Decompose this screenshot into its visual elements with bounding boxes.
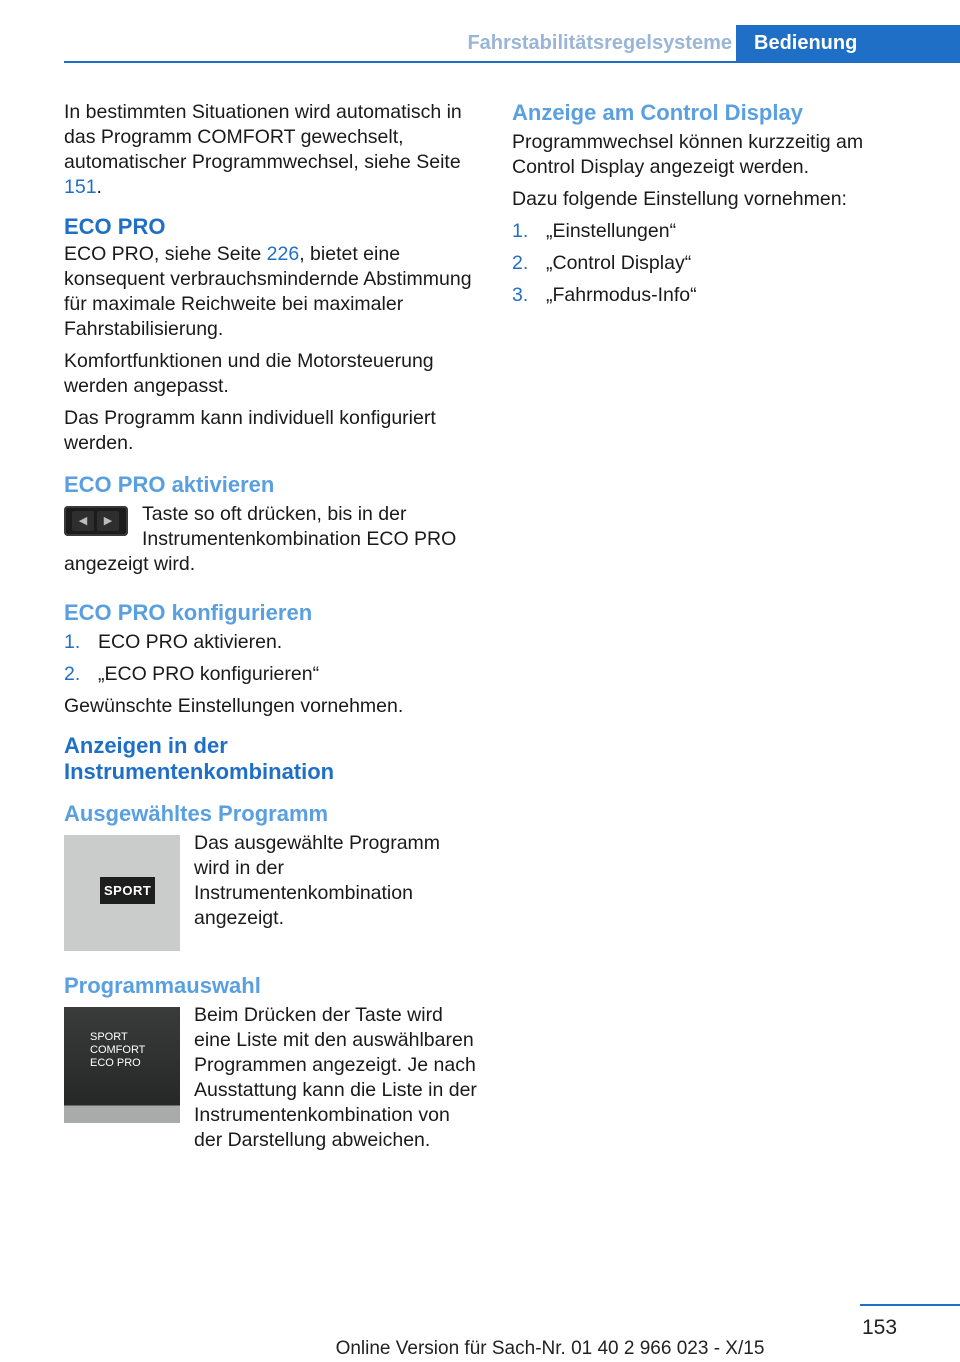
heading-eco-pro-activate: ECO PRO aktivieren [64, 472, 275, 497]
right-column [512, 100, 928, 315]
control-display-paragraph-2: Dazu folgende Einstellung vornehmen: [512, 188, 847, 210]
page-number: 153 [862, 1316, 898, 1339]
program-option: SPORT [90, 1031, 128, 1043]
sport-display-image [64, 835, 180, 951]
list-item: 2. „ECO PRO konfigurieren“ [64, 663, 320, 685]
list-item: 2. „Control Display“ [512, 252, 692, 274]
heading-display-instrument-cluster: Anzeigen in der Instrumentenkombination [64, 733, 335, 784]
list-item: 1. ECO PRO aktivieren. [64, 631, 283, 653]
page-link-226[interactable]: 226 [266, 243, 300, 265]
control-display-steps [512, 219, 928, 308]
eco-pro-paragraph-3: Das Programm kann individuell konfiguriert werden. [64, 407, 436, 454]
sport-badge: SPORT [100, 877, 155, 904]
program-selection-paragraph: Beim Drücken der Taste wird eine Liste mit den auswählbaren Programmen angezeigt. Je nach Ausstattung kann die Liste in der Instrumentenkombination von der Darstellung abweichen. [194, 1004, 477, 1151]
arrow-right-icon: ▶ [97, 511, 119, 531]
program-list-image [64, 1007, 180, 1123]
heading-control-display: Anzeige am Control Display [512, 100, 803, 125]
left-column [64, 100, 480, 1160]
arrow-left-icon: ◀ [72, 511, 94, 531]
selected-program-paragraph: Das ausgewählte Programm wird in der Instrumentenkombination angezeigt. [194, 832, 441, 929]
eco-pro-paragraph-1: ECO PRO, siehe Seite 226, bietet eine konsequent verbrauchsmindernde Abstimmung für maximale Reichweite bei maximaler Fahrstabilisierung. [64, 243, 472, 340]
header-section-title: Fahrstabilitätsregelsysteme [467, 32, 732, 54]
program-option: ECO PRO [90, 1057, 141, 1069]
heading-eco-pro: ECO PRO [64, 214, 166, 239]
configure-steps [64, 630, 480, 687]
activate-paragraph: Taste so oft drücken, bis in der Instrumentenkombination ECO PRO angezeigt wird. [64, 503, 457, 575]
control-display-paragraph-1: Programmwechsel können kurzzeitig am Control Display angezeigt werden. [512, 131, 864, 178]
intro-paragraph: In bestimmten Situationen wird automatisch in das Programm COMFORT gewechselt, automatischer Programmwechsel, siehe Seite 151. [64, 101, 462, 198]
heading-program-selection: Programmauswahl [64, 973, 261, 998]
footer-rule [860, 1304, 960, 1306]
footer-version-text: Online Version für Sach-Nr. 01 40 2 966 023 - X/15 [335, 1338, 765, 1359]
page-link-151[interactable]: 151 [64, 176, 97, 198]
header-rule [64, 61, 960, 63]
heading-selected-program: Ausgewähltes Programm [64, 801, 329, 826]
driving-experience-button-icon [64, 506, 128, 536]
eco-pro-paragraph-2: Komfortfunktionen und die Motorsteuerung werden angepasst. [64, 350, 434, 397]
program-options [90, 1031, 145, 1070]
list-item: 3. „Fahrmodus-Info“ [512, 284, 697, 306]
configure-after-text: Gewünschte Einstellungen vornehmen. [64, 695, 404, 717]
heading-eco-pro-configure: ECO PRO konfigurieren [64, 600, 313, 625]
list-item: 1. „Einstellungen“ [512, 220, 677, 242]
program-option: COMFORT [90, 1044, 146, 1056]
header-chapter-tab: Bedienung [736, 25, 960, 62]
